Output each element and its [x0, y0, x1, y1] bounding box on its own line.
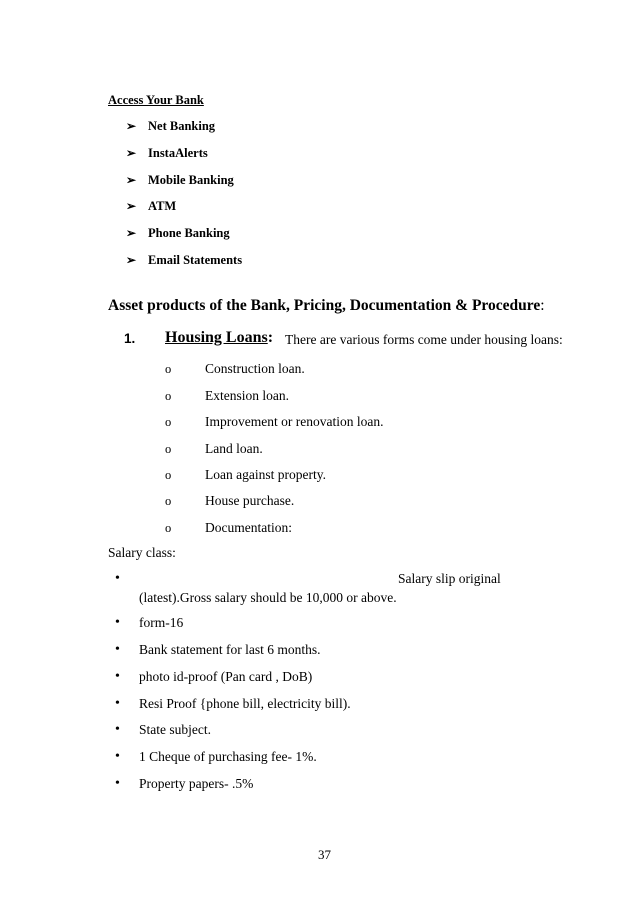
access-list-item — [126, 253, 242, 268]
access-item-label: Mobile Banking — [148, 173, 234, 187]
circle-bullet-icon: o — [165, 362, 172, 376]
housing-loan-item: Construction loan. — [205, 361, 305, 376]
access-item-label: Email Statements — [148, 253, 243, 267]
salary-item: 1 Cheque of purchasing fee- 1%. — [139, 749, 317, 764]
circle-bullet-icon: o — [165, 415, 172, 429]
salary-class-label: Salary class: — [108, 545, 176, 560]
access-list-item — [126, 146, 208, 161]
circle-bullet-icon: o — [165, 521, 172, 535]
salary-item: Property papers- .5% — [139, 776, 254, 791]
housing-loans-title — [165, 329, 273, 347]
bullet-dot-icon: • — [115, 669, 120, 684]
salary-item: photo id-proof (Pan card , DoB) — [139, 669, 313, 684]
salary-item: State subject. — [139, 722, 211, 737]
access-list-item — [126, 173, 234, 188]
housing-loan-item: Loan against property. — [205, 467, 326, 482]
housing-loans-description: There are various forms come under housing loans: — [285, 332, 563, 347]
housing-loan-item: House purchase. — [205, 493, 295, 508]
access-list-item — [126, 226, 230, 241]
housing-loans-title-colon: : — [267, 329, 274, 346]
circle-bullet-icon: o — [165, 389, 172, 403]
housing-loans-title-text: Housing Loans — [165, 329, 268, 346]
housing-loan-item: Improvement or renovation loan. — [205, 414, 384, 429]
salary-item-first-part: Salary slip original — [398, 571, 501, 586]
arrow-bullet-icon: ➢ — [126, 199, 137, 213]
housing-loan-item: Extension loan. — [205, 388, 289, 403]
bullet-dot-icon: • — [115, 696, 120, 711]
asset-heading-text: Asset products of the Bank, Pricing, Documentation & Procedure — [108, 297, 541, 314]
page-number: 37 — [318, 847, 331, 862]
asset-heading-colon: : — [540, 297, 545, 314]
arrow-bullet-icon: ➢ — [126, 173, 137, 187]
bullet-dot-icon: • — [115, 722, 120, 737]
access-list-item — [126, 119, 215, 134]
access-list-item — [126, 199, 176, 214]
salary-item-first-continuation: (latest).Gross salary should be 10,000 or above. — [139, 590, 397, 605]
bullet-dot-icon: • — [115, 642, 120, 657]
list-number: 1. — [124, 331, 136, 346]
circle-bullet-icon: o — [165, 494, 172, 508]
circle-bullet-icon: o — [165, 442, 172, 456]
arrow-bullet-icon: ➢ — [126, 226, 137, 240]
access-item-label: Phone Banking — [148, 226, 230, 240]
arrow-bullet-icon: ➢ — [126, 119, 137, 133]
access-item-label: InstaAlerts — [148, 146, 208, 160]
salary-item: Resi Proof {phone bill, electricity bill). — [139, 696, 351, 711]
bullet-dot-icon: • — [115, 749, 120, 764]
access-item-label: Net Banking — [148, 119, 216, 133]
asset-heading — [108, 297, 545, 315]
access-heading: Access Your Bank — [108, 93, 204, 107]
housing-loan-item: Documentation: — [205, 520, 292, 535]
bullet-dot-icon: • — [115, 571, 120, 586]
salary-item: Bank statement for last 6 months. — [139, 642, 321, 657]
salary-item: form-16 — [139, 615, 184, 630]
bullet-dot-icon: • — [115, 776, 120, 791]
housing-loan-item: Land loan. — [205, 441, 263, 456]
arrow-bullet-icon: ➢ — [126, 146, 137, 160]
arrow-bullet-icon: ➢ — [126, 253, 137, 267]
access-item-label: ATM — [148, 199, 177, 213]
bullet-dot-icon: • — [115, 615, 120, 630]
circle-bullet-icon: o — [165, 468, 172, 482]
